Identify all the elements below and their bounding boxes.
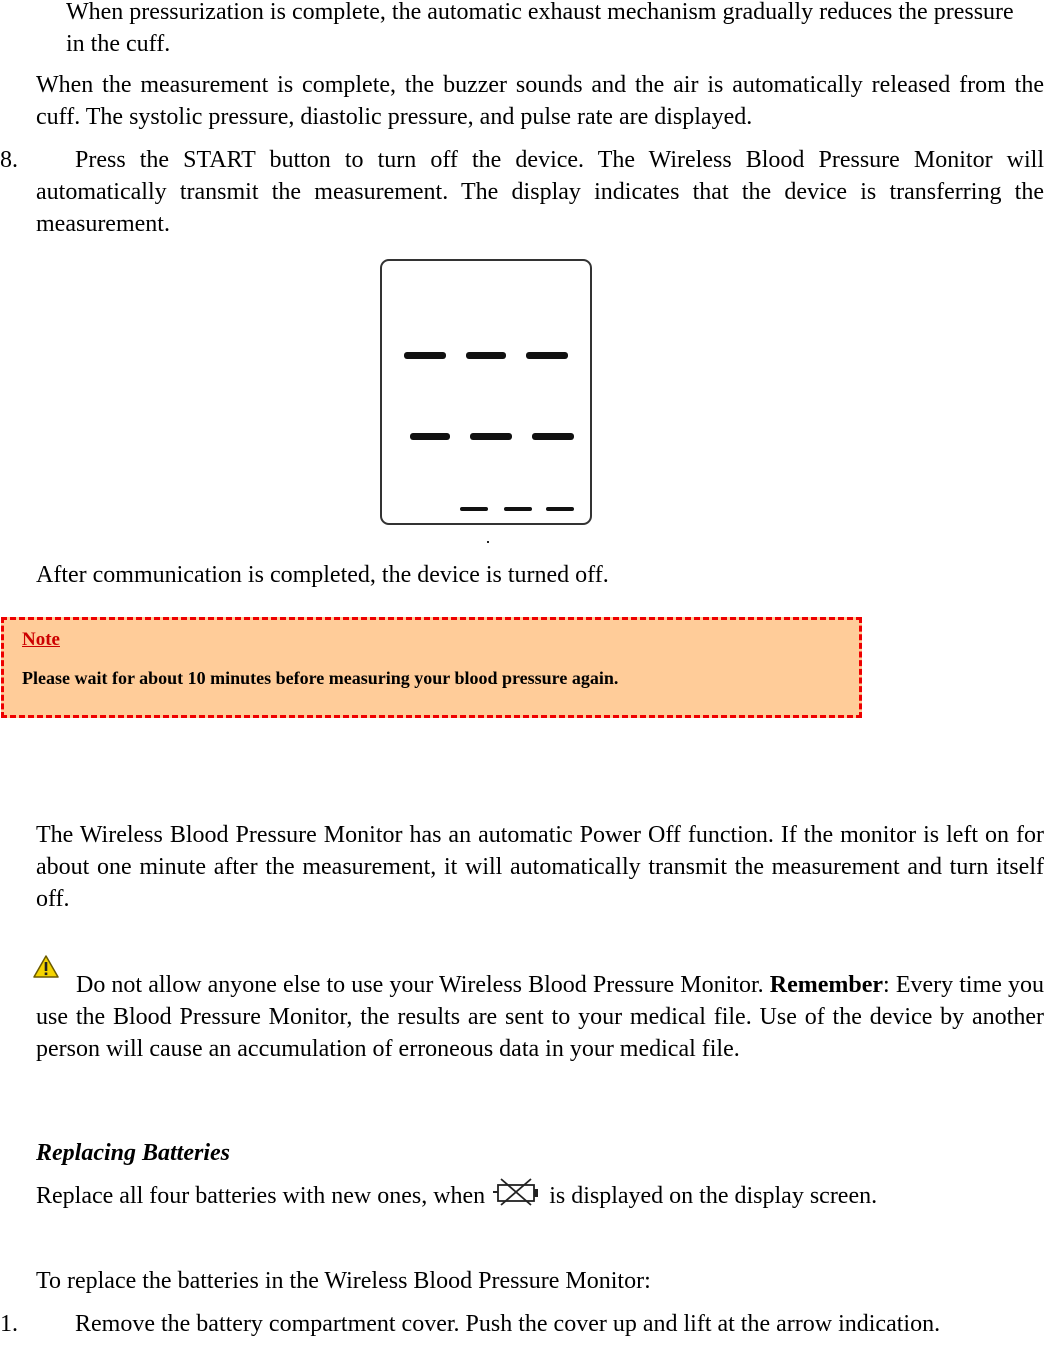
step-8-text: Press the START button to turn off the device. The Wireless Blood Pressure Monitor will automatically transmit the measurement. The display indicates that the device is transferring the measurement.: [36, 147, 1044, 237]
step-1-text: Remove the battery compartment cover. Push the cover up and lift at the arrow indication.: [75, 1311, 941, 1337]
lcd-dash: [466, 352, 506, 359]
remember-label: Remember: [769, 972, 884, 998]
replace-text-start: Replace all four batteries with new ones, when: [36, 1183, 486, 1209]
lcd-dash: [404, 352, 446, 359]
lcd-dash: [532, 433, 574, 440]
lcd-dash: [410, 433, 450, 440]
low-battery-icon: [491, 1177, 543, 1207]
lcd-dash-small: [460, 507, 488, 511]
pressurization-paragraph: When pressurization is complete, the automatic exhaust mechanism gradually reduces the pressure in the cuff.: [66, 0, 1014, 57]
warning-text-rest: : Every time you use the Blood Pressure Monitor, the results are sent to your medical file. Use of the device by another person will cause an accumulation of erroneous data in your medical file.: [36, 972, 1044, 1062]
note-title: Note: [22, 629, 60, 650]
lcd-dash: [470, 433, 512, 440]
replace-text-end: is displayed on the display screen.: [549, 1183, 878, 1209]
auto-power-off-paragraph: The Wireless Blood Pressure Monitor has an automatic Power Off function. If the monitor is left on for about one minute after the measurement, it will automatically transmit the measurement and turn itself off.: [36, 822, 1044, 912]
after-communication-paragraph: After communication is completed, the device is turned off.: [36, 562, 609, 588]
replace-batteries-paragraph: [36, 1177, 1036, 1212]
lcd-dash: [526, 352, 568, 359]
note-box: [1, 617, 862, 718]
measurement-complete-paragraph: When the measurement is complete, the buzzer sounds and the air is automatically released from the cuff. The systolic pressure, diastolic pressure, and pulse rate are displayed.: [36, 72, 1044, 130]
step-8-number: 8.: [0, 147, 18, 173]
replacing-batteries-heading: Replacing Batteries: [36, 1140, 230, 1166]
to-replace-paragraph: To replace the batteries in the Wireless Blood Pressure Monitor:: [36, 1268, 651, 1294]
note-body: Please wait for about 10 minutes before measuring your blood pressure again.: [22, 668, 619, 688]
lcd-dash-small: [546, 507, 574, 511]
warning-text-start: Do not allow anyone else to use your Wireless Blood Pressure Monitor.: [76, 972, 764, 998]
step-1-number: 1.: [0, 1311, 18, 1337]
warning-paragraph: [36, 969, 1044, 1065]
figure-marker-dot: [487, 541, 489, 543]
lcd-dash-small: [504, 507, 532, 511]
lcd-display-figure: [380, 259, 592, 525]
